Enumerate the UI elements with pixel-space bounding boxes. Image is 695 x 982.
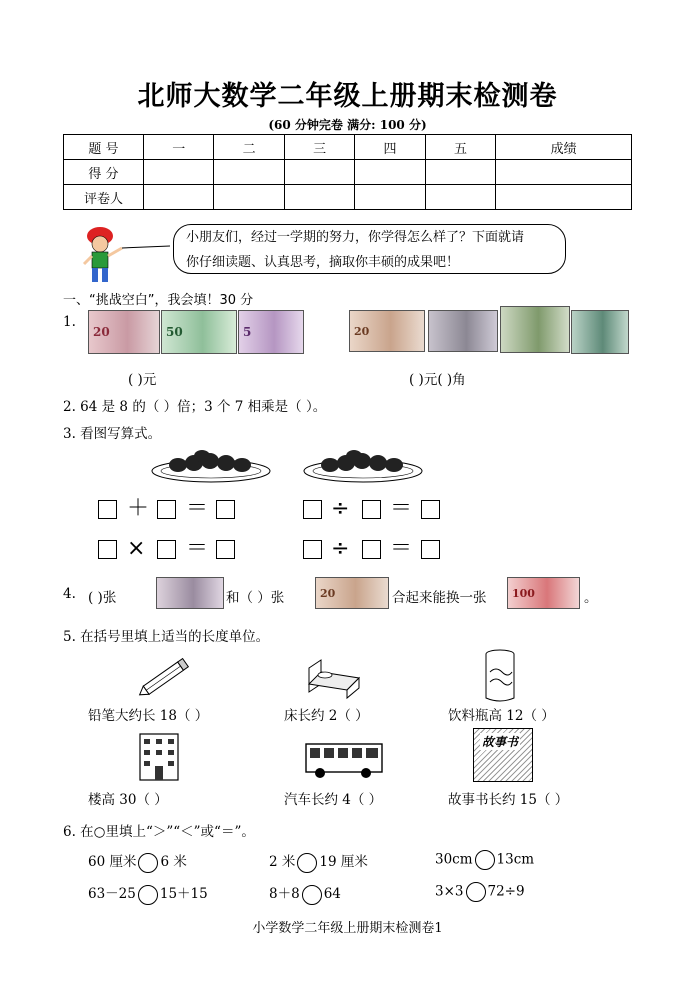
banknote-value: 20 [354,325,370,338]
answer-box[interactable] [157,500,176,519]
answer-blank[interactable]: 和（ ）张 [226,590,285,606]
compare-item [269,882,341,905]
banknote-value: 50 [166,325,183,339]
compare-left: 63－25 [88,886,136,902]
banknote-5-icon [238,310,304,354]
question-5: 5. 在括号里填上适当的长度单位。 [63,629,270,645]
answer-box[interactable] [98,540,117,559]
pencil-icon [134,652,196,702]
cartoon-child-icon [70,222,170,286]
table-cell: 四 [355,135,425,160]
table-cell: 题 号 [64,135,144,160]
answer-box[interactable] [362,540,381,559]
table-cell: 得 分 [64,160,144,185]
drink-can-icon [482,648,518,704]
book-cover-label: 故事书 [482,735,519,749]
compare-circle[interactable] [297,853,317,873]
blank-item[interactable]: 楼高 30（ ） [88,792,168,808]
question-3: 3. 看图写算式。 [63,426,162,442]
question-text: 合起来能换一张 [392,590,487,606]
bubble-line: 小朋友们，经过一学期的努力，你学得怎么样了？下面就请 [186,230,525,245]
table-row [64,185,632,210]
score-field[interactable] [425,160,495,185]
compare-left: 8＋8 [269,886,300,902]
answer-blank[interactable]: ( )张 [88,590,117,606]
question-number: 1. [63,314,76,330]
compare-right: 13cm [496,851,535,868]
table-cell: 二 [214,135,284,160]
page-subtitle: (60 分钟完卷 满分: 100 分) [268,118,427,132]
bubble-line: 你仔细读题、认真思考，摘取你丰硕的成果吧！ [186,255,460,270]
section-heading: 一、“挑战空白”，我会填！30 分 [63,293,254,308]
score-field[interactable] [496,160,632,185]
compare-left: 2 米 [269,854,296,870]
question-text: 。 [584,590,598,606]
score-field[interactable] [214,160,284,185]
score-field[interactable] [284,160,354,185]
answer-box[interactable] [157,540,176,559]
answer-blank[interactable]: ( )元( )角 [409,372,466,388]
compare-right: 15＋15 [159,886,208,902]
strawberry-plate-icon [302,447,424,485]
score-table [63,134,632,210]
bus-icon [302,740,386,780]
banknote-100-icon [507,577,580,609]
answer-box[interactable] [303,540,322,559]
compare-right: 72÷9 [487,883,525,900]
banknote-50-icon [161,310,237,354]
banknote-value: 20 [93,325,110,339]
grader-field[interactable] [425,185,495,210]
divide-sign: ÷ [331,496,350,521]
compare-right: 19 厘米 [319,854,368,870]
banknote-value: 20 [320,587,336,600]
answer-box[interactable] [421,500,440,519]
plus-sign: ＋ [127,496,150,521]
table-cell: 五 [425,135,495,160]
compare-right: 64 [323,886,341,902]
compare-circle[interactable] [466,882,486,902]
banknote-value: 5 [243,325,252,339]
compare-right: 6 米 [160,854,187,870]
banknote-jiao-icon [500,306,570,353]
blank-item[interactable]: 饮料瓶高 12（ ） [448,708,555,724]
question-number: 4. [63,586,76,602]
divide-sign: ÷ [331,536,350,561]
grader-field[interactable] [496,185,632,210]
speech-bubble [173,224,566,274]
compare-item [88,882,208,905]
banknote-10-icon [156,577,224,609]
banknote-jiao-icon [571,310,629,354]
grader-field[interactable] [284,185,354,210]
table-cell: 三 [284,135,354,160]
answer-box[interactable] [216,540,235,559]
answer-box[interactable] [216,500,235,519]
compare-item [435,850,534,870]
answer-box[interactable] [98,500,117,519]
grader-field[interactable] [144,185,214,210]
compare-left: 30cm [435,851,473,868]
compare-circle[interactable] [302,885,322,905]
compare-circle[interactable] [138,853,158,873]
score-field[interactable] [355,160,425,185]
compare-left: 60 厘米 [88,854,137,870]
blank-item[interactable]: 汽车长约 4（ ） [284,792,383,808]
equals-sign: ＝ [390,536,413,561]
compare-item [269,850,368,873]
table-cell: 一 [144,135,214,160]
compare-item [88,850,187,873]
equals-sign: ＝ [186,496,209,521]
compare-circle[interactable] [138,885,158,905]
grader-field[interactable] [355,185,425,210]
banknote-value: 100 [512,587,535,600]
equals-sign: ＝ [186,536,209,561]
table-row [64,160,632,185]
answer-box[interactable] [362,500,381,519]
blank-item[interactable]: 故事书长约 15（ ） [448,792,569,808]
score-field[interactable] [144,160,214,185]
answer-box[interactable] [303,500,322,519]
compare-item [435,882,525,902]
storybook-icon [473,728,533,782]
answer-blank[interactable]: ( )元 [128,372,157,388]
table-cell: 成绩 [496,135,632,160]
compare-left: 3×3 [435,883,464,900]
banknote-20-icon [88,310,160,354]
grader-field[interactable] [214,185,284,210]
answer-box[interactable] [421,540,440,559]
times-sign: × [127,536,146,561]
blank-item[interactable]: 铅笔大约长 18（ ） [88,708,209,724]
equals-sign: ＝ [390,496,413,521]
compare-circle[interactable] [475,850,495,870]
table-cell: 评卷人 [64,185,144,210]
banknote-jiao-icon [428,310,498,352]
building-icon [134,730,184,784]
banknote-20-icon [315,577,389,609]
page-footer: 小学数学二年级上册期末检测卷1 [252,921,443,936]
strawberry-plate-icon [150,447,272,485]
blank-item[interactable]: 床长约 2（ ） [284,708,369,724]
question-2: 2. 64 是 8 的（ ）倍；3 个 7 相乘是（ ）。 [63,399,327,415]
page-title: 北师大数学二年级上册期末检测卷 [137,81,558,112]
question-6: 6. 在○里填上“＞”“＜”或“＝”。 [63,824,255,840]
banknote-20-icon [349,310,425,352]
table-row [64,135,632,160]
bed-icon [303,654,365,700]
